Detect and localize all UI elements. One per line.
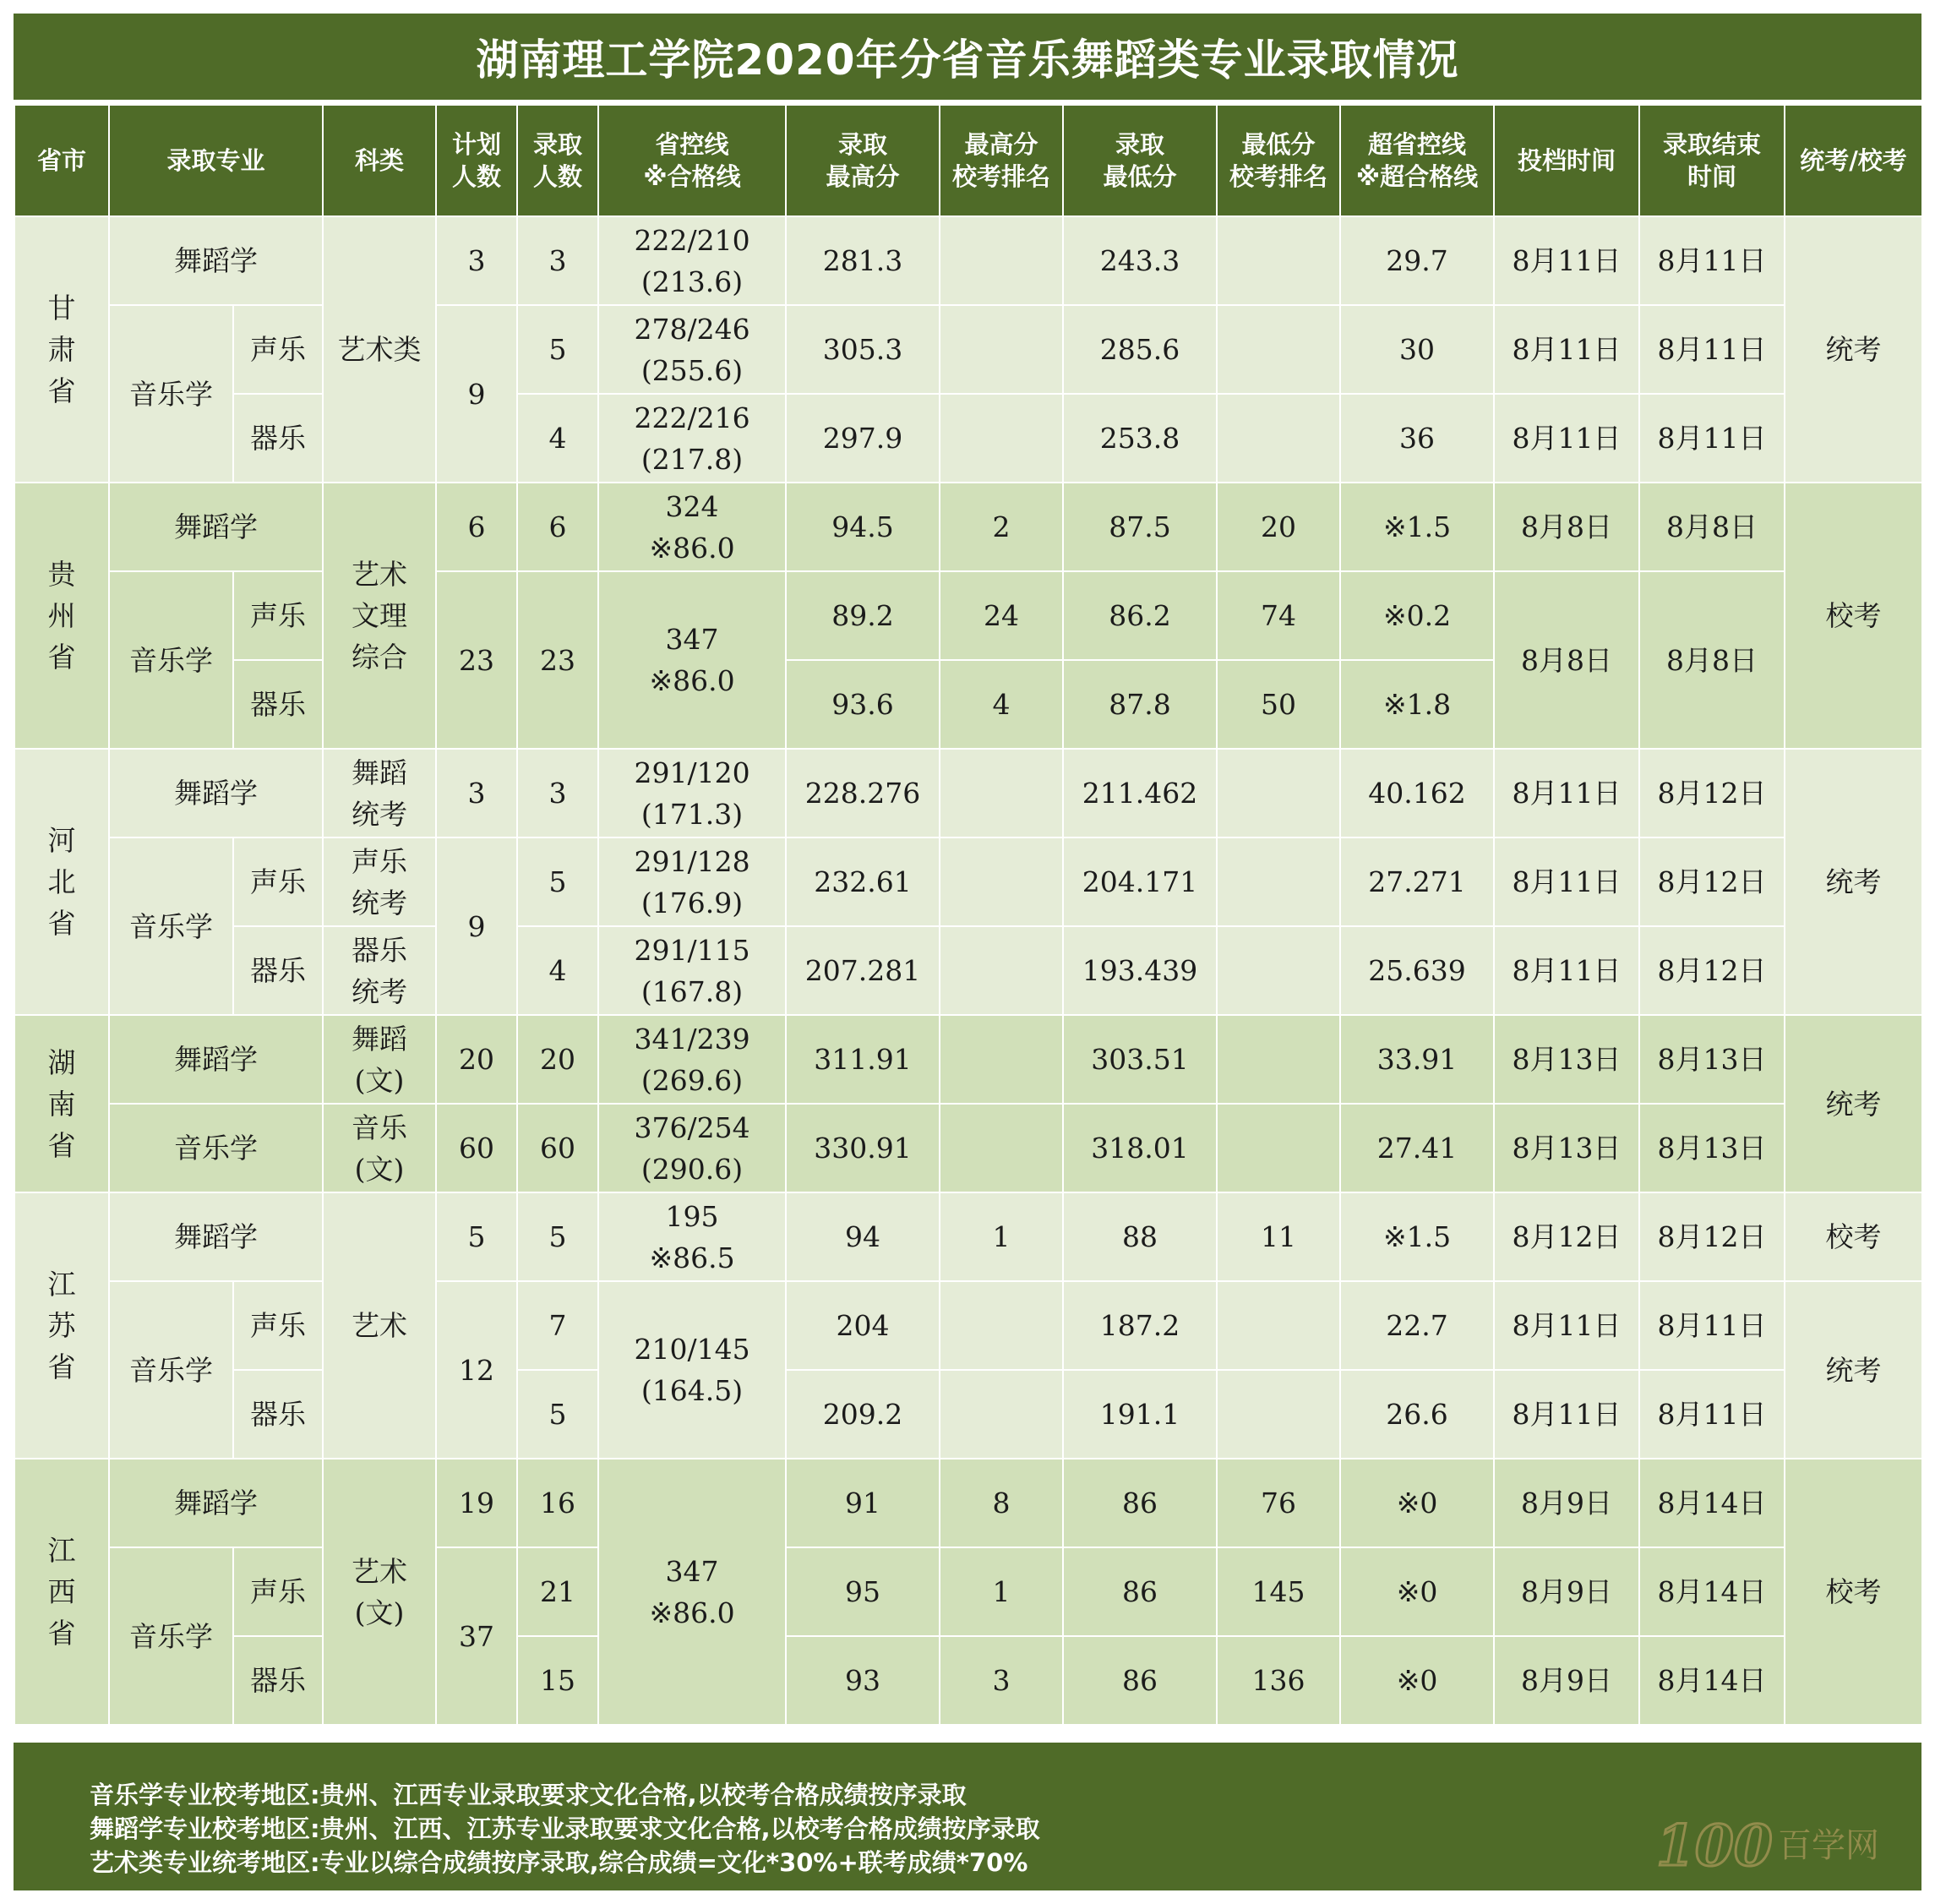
- end-cell: 8月11日: [1639, 1370, 1785, 1459]
- min-score-cell: 87.8: [1063, 660, 1217, 749]
- plan-cell: 20: [436, 1015, 517, 1104]
- min-score-cell: 86: [1063, 1459, 1217, 1547]
- max-rank-cell: [940, 926, 1063, 1015]
- min-rank-cell: 50: [1217, 660, 1340, 749]
- header-major: 录取专业: [109, 105, 323, 216]
- over-cell: 29.7: [1340, 216, 1494, 305]
- over-cell: 22.7: [1340, 1281, 1494, 1370]
- control-cell: 222/216 (217.8): [598, 394, 786, 483]
- max-rank-cell: 2: [940, 483, 1063, 571]
- table-header-row: [14, 105, 1922, 216]
- province-cell: 江 西 省: [14, 1459, 109, 1725]
- sub-major-cell: 声乐: [233, 571, 323, 660]
- admitted-cell: 15: [517, 1636, 598, 1725]
- control-cell: 341/239 (269.6): [598, 1015, 786, 1104]
- filing-cell: 8月9日: [1494, 1459, 1639, 1547]
- table-row: [14, 1015, 1922, 1104]
- control-cell: 278/246 (255.6): [598, 305, 786, 394]
- admitted-cell: 60: [517, 1104, 598, 1192]
- header-admitted: 录取 人数: [517, 105, 598, 216]
- end-cell: 8月11日: [1639, 394, 1785, 483]
- table-row: [14, 394, 1922, 483]
- major-cell: 舞蹈学: [109, 483, 323, 571]
- header-max-score: 录取 最高分: [786, 105, 940, 216]
- watermark-name: 百学网: [1778, 1826, 1879, 1865]
- max-score-cell: 95: [786, 1547, 940, 1636]
- control-cell: 291/128 (176.9): [598, 837, 786, 926]
- max-score-cell: 204: [786, 1281, 940, 1370]
- plan-cell: 12: [436, 1281, 517, 1459]
- max-score-cell: 232.61: [786, 837, 940, 926]
- page-title: 湖南理工学院2020年分省音乐舞蹈类专业录取情况: [14, 14, 1921, 100]
- min-score-cell: 87.5: [1063, 483, 1217, 571]
- filing-cell: 8月8日: [1494, 483, 1639, 571]
- min-score-cell: 303.51: [1063, 1015, 1217, 1104]
- header-filing-time: 投档时间: [1494, 105, 1639, 216]
- sub-major-cell: 器乐: [233, 660, 323, 749]
- table-row: [14, 1104, 1922, 1192]
- control-cell: 195 ※86.5: [598, 1192, 786, 1281]
- sub-major-cell: 声乐: [233, 1281, 323, 1370]
- end-cell: 8月11日: [1639, 305, 1785, 394]
- min-rank-cell: 76: [1217, 1459, 1340, 1547]
- over-cell: ※0.2: [1340, 571, 1494, 660]
- plan-cell: 9: [436, 837, 517, 1015]
- header-min-rank: 最低分 校考排名: [1217, 105, 1340, 216]
- control-cell: 324 ※86.0: [598, 483, 786, 571]
- min-rank-cell: [1217, 1015, 1340, 1104]
- exam-type-cell: 校考: [1785, 483, 1922, 749]
- max-rank-cell: [940, 216, 1063, 305]
- table-row: [14, 1459, 1922, 1547]
- admitted-cell: 5: [517, 1192, 598, 1281]
- exam-type-cell: 统考: [1785, 749, 1922, 1015]
- max-score-cell: 330.91: [786, 1104, 940, 1192]
- max-rank-cell: 1: [940, 1547, 1063, 1636]
- category-cell: 艺术: [323, 1192, 436, 1459]
- sub-major-cell: 器乐: [233, 1370, 323, 1459]
- exam-type-cell: 校考: [1785, 1192, 1922, 1281]
- filing-cell: 8月13日: [1494, 1015, 1639, 1104]
- filing-cell: 8月11日: [1494, 394, 1639, 483]
- min-rank-cell: [1217, 305, 1340, 394]
- control-cell: 347 ※86.0: [598, 571, 786, 749]
- sub-major-cell: 声乐: [233, 837, 323, 926]
- over-cell: ※0: [1340, 1547, 1494, 1636]
- max-score-cell: 311.91: [786, 1015, 940, 1104]
- header-province: 省市: [14, 105, 109, 216]
- end-cell: 8月12日: [1639, 749, 1785, 837]
- min-rank-cell: [1217, 394, 1340, 483]
- control-cell: 291/115 (167.8): [598, 926, 786, 1015]
- header-min-score: 录取 最低分: [1063, 105, 1217, 216]
- exam-type-cell: 统考: [1785, 1015, 1922, 1192]
- plan-cell: 37: [436, 1547, 517, 1725]
- header-control-line: 省控线 ※合格线: [598, 105, 786, 216]
- min-rank-cell: 11: [1217, 1192, 1340, 1281]
- table-row: [14, 1370, 1922, 1459]
- max-rank-cell: [940, 837, 1063, 926]
- max-rank-cell: [940, 1370, 1063, 1459]
- admitted-cell: 20: [517, 1015, 598, 1104]
- watermark-numeral: 100: [1656, 1813, 1773, 1877]
- filing-cell: 8月9日: [1494, 1547, 1639, 1636]
- min-score-cell: 253.8: [1063, 394, 1217, 483]
- over-cell: 36: [1340, 394, 1494, 483]
- province-cell: 贵 州 省: [14, 483, 109, 749]
- plan-cell: 9: [436, 305, 517, 483]
- end-cell: 8月8日: [1639, 571, 1785, 749]
- admitted-cell: 5: [517, 837, 598, 926]
- filing-cell: 8月11日: [1494, 305, 1639, 394]
- over-cell: 27.41: [1340, 1104, 1494, 1192]
- max-score-cell: 94: [786, 1192, 940, 1281]
- admitted-cell: 7: [517, 1281, 598, 1370]
- end-cell: 8月12日: [1639, 1192, 1785, 1281]
- over-cell: 27.271: [1340, 837, 1494, 926]
- category-cell: 器乐 统考: [323, 926, 436, 1015]
- min-score-cell: 86.2: [1063, 571, 1217, 660]
- category-cell: 艺术 文理 综合: [323, 483, 436, 749]
- min-rank-cell: [1217, 1104, 1340, 1192]
- major-cell: 舞蹈学: [109, 1015, 323, 1104]
- end-cell: 8月12日: [1639, 837, 1785, 926]
- sub-major-cell: 声乐: [233, 305, 323, 394]
- province-cell: 河 北 省: [14, 749, 109, 1015]
- max-score-cell: 94.5: [786, 483, 940, 571]
- category-cell: 艺术 (文): [323, 1459, 436, 1725]
- major-cell: 音乐学: [109, 305, 233, 483]
- admitted-cell: 6: [517, 483, 598, 571]
- over-cell: 30: [1340, 305, 1494, 394]
- filing-cell: 8月11日: [1494, 216, 1639, 305]
- exam-type-cell: 统考: [1785, 216, 1922, 483]
- min-rank-cell: [1217, 749, 1340, 837]
- category-cell: 艺术类: [323, 216, 436, 483]
- sub-major-cell: 器乐: [233, 1636, 323, 1725]
- min-score-cell: 193.439: [1063, 926, 1217, 1015]
- max-score-cell: 91: [786, 1459, 940, 1547]
- max-rank-cell: [940, 749, 1063, 837]
- filing-cell: 8月11日: [1494, 926, 1639, 1015]
- exam-type-cell: 统考: [1785, 1281, 1922, 1459]
- admitted-cell: 21: [517, 1547, 598, 1636]
- table-row: [14, 749, 1922, 837]
- end-cell: 8月12日: [1639, 926, 1785, 1015]
- table-row: [14, 216, 1922, 305]
- filing-cell: 8月12日: [1494, 1192, 1639, 1281]
- major-cell: 音乐学: [109, 1547, 233, 1725]
- control-cell: 210/145 (164.5): [598, 1281, 786, 1459]
- min-score-cell: 88: [1063, 1192, 1217, 1281]
- table-row: [14, 1281, 1922, 1370]
- control-cell: 291/120 (171.3): [598, 749, 786, 837]
- admission-table: [14, 104, 1923, 1726]
- min-score-cell: 191.1: [1063, 1370, 1217, 1459]
- end-cell: 8月14日: [1639, 1636, 1785, 1725]
- max-score-cell: 89.2: [786, 571, 940, 660]
- min-rank-cell: 145: [1217, 1547, 1340, 1636]
- over-cell: ※1.8: [1340, 660, 1494, 749]
- over-cell: ※1.5: [1340, 1192, 1494, 1281]
- min-rank-cell: 74: [1217, 571, 1340, 660]
- major-cell: 音乐学: [109, 571, 233, 749]
- major-cell: 音乐学: [109, 1281, 233, 1459]
- over-cell: ※1.5: [1340, 483, 1494, 571]
- header-exam-type: 统考/校考: [1785, 105, 1922, 216]
- plan-cell: 5: [436, 1192, 517, 1281]
- min-score-cell: 243.3: [1063, 216, 1217, 305]
- table-row: [14, 1636, 1922, 1725]
- table-row: [14, 483, 1922, 571]
- plan-cell: 3: [436, 216, 517, 305]
- header-end-time: 录取结束 时间: [1639, 105, 1785, 216]
- filing-cell: 8月11日: [1494, 837, 1639, 926]
- end-cell: 8月14日: [1639, 1459, 1785, 1547]
- over-cell: ※0: [1340, 1636, 1494, 1725]
- table-row: [14, 837, 1922, 926]
- admitted-cell: 16: [517, 1459, 598, 1547]
- exam-type-cell: 校考: [1785, 1459, 1922, 1725]
- control-cell: 222/210 (213.6): [598, 216, 786, 305]
- table-row: [14, 1192, 1922, 1281]
- min-score-cell: 86: [1063, 1547, 1217, 1636]
- min-score-cell: 318.01: [1063, 1104, 1217, 1192]
- min-rank-cell: [1217, 216, 1340, 305]
- max-rank-cell: [940, 394, 1063, 483]
- header-over-line: 超省控线 ※超合格线: [1340, 105, 1494, 216]
- province-cell: 江 苏 省: [14, 1192, 109, 1459]
- min-rank-cell: [1217, 926, 1340, 1015]
- sub-major-cell: 声乐: [233, 1547, 323, 1636]
- plan-cell: 23: [436, 571, 517, 749]
- max-score-cell: 297.9: [786, 394, 940, 483]
- max-rank-cell: 3: [940, 1636, 1063, 1725]
- min-rank-cell: [1217, 837, 1340, 926]
- watermark-logo: [1651, 1809, 1905, 1877]
- over-cell: 40.162: [1340, 749, 1494, 837]
- max-score-cell: 281.3: [786, 216, 940, 305]
- max-rank-cell: 8: [940, 1459, 1063, 1547]
- min-rank-cell: 136: [1217, 1636, 1340, 1725]
- footer-notes: [14, 1743, 1921, 1890]
- admitted-cell: 5: [517, 1370, 598, 1459]
- table-row: [14, 1547, 1922, 1636]
- major-cell: 音乐学: [109, 837, 233, 1015]
- filing-cell: 8月8日: [1494, 571, 1639, 749]
- category-cell: 舞蹈 (文): [323, 1015, 436, 1104]
- max-score-cell: 93: [786, 1636, 940, 1725]
- min-rank-cell: 20: [1217, 483, 1340, 571]
- min-rank-cell: [1217, 1370, 1340, 1459]
- max-rank-cell: [940, 1015, 1063, 1104]
- plan-cell: 3: [436, 749, 517, 837]
- table-row: [14, 926, 1922, 1015]
- sub-major-cell: 器乐: [233, 394, 323, 483]
- end-cell: 8月8日: [1639, 483, 1785, 571]
- category-cell: 音乐 (文): [323, 1104, 436, 1192]
- min-score-cell: 211.462: [1063, 749, 1217, 837]
- admitted-cell: 5: [517, 305, 598, 394]
- footer-note: 艺术类专业统考地区:专业以综合成绩按序录取,综合成绩=文化*30%+联考成绩*70%: [90, 1848, 1028, 1877]
- max-rank-cell: [940, 1281, 1063, 1370]
- category-cell: 舞蹈 统考: [323, 749, 436, 837]
- min-score-cell: 285.6: [1063, 305, 1217, 394]
- max-score-cell: 207.281: [786, 926, 940, 1015]
- max-rank-cell: 24: [940, 571, 1063, 660]
- admitted-cell: 23: [517, 571, 598, 749]
- over-cell: 26.6: [1340, 1370, 1494, 1459]
- min-score-cell: 204.171: [1063, 837, 1217, 926]
- admitted-cell: 4: [517, 394, 598, 483]
- filing-cell: 8月13日: [1494, 1104, 1639, 1192]
- sub-major-cell: 器乐: [233, 926, 323, 1015]
- max-rank-cell: [940, 1104, 1063, 1192]
- max-score-cell: 305.3: [786, 305, 940, 394]
- filing-cell: 8月11日: [1494, 1281, 1639, 1370]
- admitted-cell: 4: [517, 926, 598, 1015]
- end-cell: 8月13日: [1639, 1104, 1785, 1192]
- filing-cell: 8月11日: [1494, 1370, 1639, 1459]
- max-rank-cell: 4: [940, 660, 1063, 749]
- filing-cell: 8月9日: [1494, 1636, 1639, 1725]
- over-cell: ※0: [1340, 1459, 1494, 1547]
- end-cell: 8月14日: [1639, 1547, 1785, 1636]
- plan-cell: 60: [436, 1104, 517, 1192]
- footer-note: 舞蹈学专业校考地区:贵州、江西、江苏专业录取要求文化合格,以校考合格成绩按序录取: [90, 1814, 1040, 1843]
- over-cell: 25.639: [1340, 926, 1494, 1015]
- table-row: [14, 305, 1922, 394]
- end-cell: 8月11日: [1639, 1281, 1785, 1370]
- major-cell: 舞蹈学: [109, 749, 323, 837]
- major-cell: 舞蹈学: [109, 1459, 323, 1547]
- control-cell: 376/254 (290.6): [598, 1104, 786, 1192]
- min-score-cell: 187.2: [1063, 1281, 1217, 1370]
- max-score-cell: 209.2: [786, 1370, 940, 1459]
- max-score-cell: 93.6: [786, 660, 940, 749]
- admitted-cell: 3: [517, 749, 598, 837]
- major-cell: 舞蹈学: [109, 216, 323, 305]
- end-cell: 8月13日: [1639, 1015, 1785, 1104]
- min-score-cell: 86: [1063, 1636, 1217, 1725]
- major-cell: 舞蹈学: [109, 1192, 323, 1281]
- min-rank-cell: [1217, 1281, 1340, 1370]
- header-plan: 计划 人数: [436, 105, 517, 216]
- province-cell: 甘 肃 省: [14, 216, 109, 483]
- admitted-cell: 3: [517, 216, 598, 305]
- province-cell: 湖 南 省: [14, 1015, 109, 1192]
- admission-sheet: [14, 14, 1921, 1890]
- over-cell: 33.91: [1340, 1015, 1494, 1104]
- table-row: [14, 571, 1922, 660]
- filing-cell: 8月11日: [1494, 749, 1639, 837]
- plan-cell: 19: [436, 1459, 517, 1547]
- category-cell: 声乐 统考: [323, 837, 436, 926]
- plan-cell: 6: [436, 483, 517, 571]
- max-score-cell: 228.276: [786, 749, 940, 837]
- header-max-rank: 最高分 校考排名: [940, 105, 1063, 216]
- header-category: 科类: [323, 105, 436, 216]
- major-cell: 音乐学: [109, 1104, 323, 1192]
- footer-note: 音乐学专业校考地区:贵州、江西专业录取要求文化合格,以校考合格成绩按序录取: [90, 1781, 967, 1809]
- max-rank-cell: 1: [940, 1192, 1063, 1281]
- control-cell: 347 ※86.0: [598, 1459, 786, 1725]
- end-cell: 8月11日: [1639, 216, 1785, 305]
- max-rank-cell: [940, 305, 1063, 394]
